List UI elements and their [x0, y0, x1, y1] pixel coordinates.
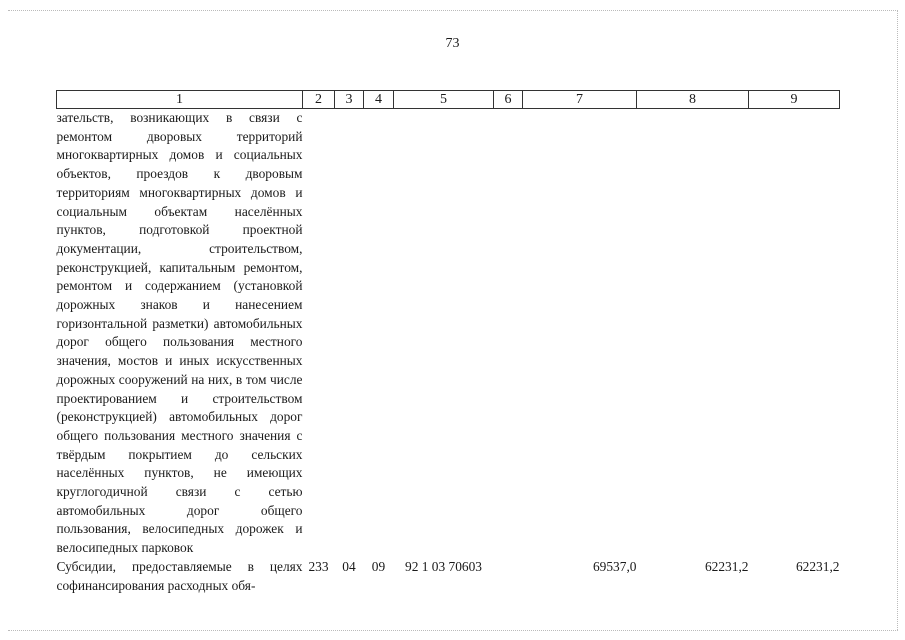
col-header-5: 5 — [394, 91, 494, 109]
cell-amount-2: 62231,2 — [704, 558, 749, 574]
table-row — [57, 109, 840, 558]
cell-section: 04 — [342, 558, 356, 574]
col-header-1: 1 — [57, 91, 303, 109]
continued-description: зательств, возникающих в связи с ремонтом дворовых территорий многоквартирных домов и социальных объектов, проездов к дворовым территориям многоквартирных домов и социальным объектам населённых пунктов, подготовкой проектной документации, строительством, реконструкцией, капитальным ремонтом, ремонтом и содержанием (установкой дорожных знаков и нанесением горизонтальной разметки) автомобильных дорог общего пользования местного значения, мостов и иных искусственных дорожных сооружений на них, в том числе проектированием и строительством (реконструкцией) автомобильных дорог общего пользования местного значения с твёрдым покрытием до сельских населённых пунктов, не имеющих круглогодичной связи с сетью автомобильных дорог общего пользования, велосипедных дорожек и велосипедных парковок — [56, 110, 303, 556]
col-header-4: 4 — [364, 91, 394, 109]
cell-expense-type — [494, 558, 523, 595]
page-border-right — [897, 10, 898, 630]
header-row — [57, 91, 840, 109]
cell-admin-code: 233 — [308, 558, 329, 574]
page-border-bottom — [8, 630, 898, 631]
col-header-7: 7 — [523, 91, 637, 109]
cell-amount-1: 69537,0 — [592, 558, 637, 574]
col-header-3: 3 — [335, 91, 364, 109]
table-row — [57, 558, 840, 595]
budget-table — [56, 90, 840, 595]
col-header-9: 9 — [749, 91, 840, 109]
row-description: Субсидии, предоставляемые в целях софинансирования расходных обя- — [56, 558, 303, 593]
page-border-top — [8, 10, 898, 11]
cell-subsection: 09 — [371, 558, 386, 574]
cell-amount-3: 62231,2 — [795, 558, 840, 574]
col-header-8: 8 — [637, 91, 749, 109]
page-number: 73 — [445, 36, 460, 51]
col-header-2: 2 — [303, 91, 335, 109]
col-header-6: 6 — [494, 91, 523, 109]
cell-target-article: 92 1 03 70603 — [405, 558, 482, 574]
